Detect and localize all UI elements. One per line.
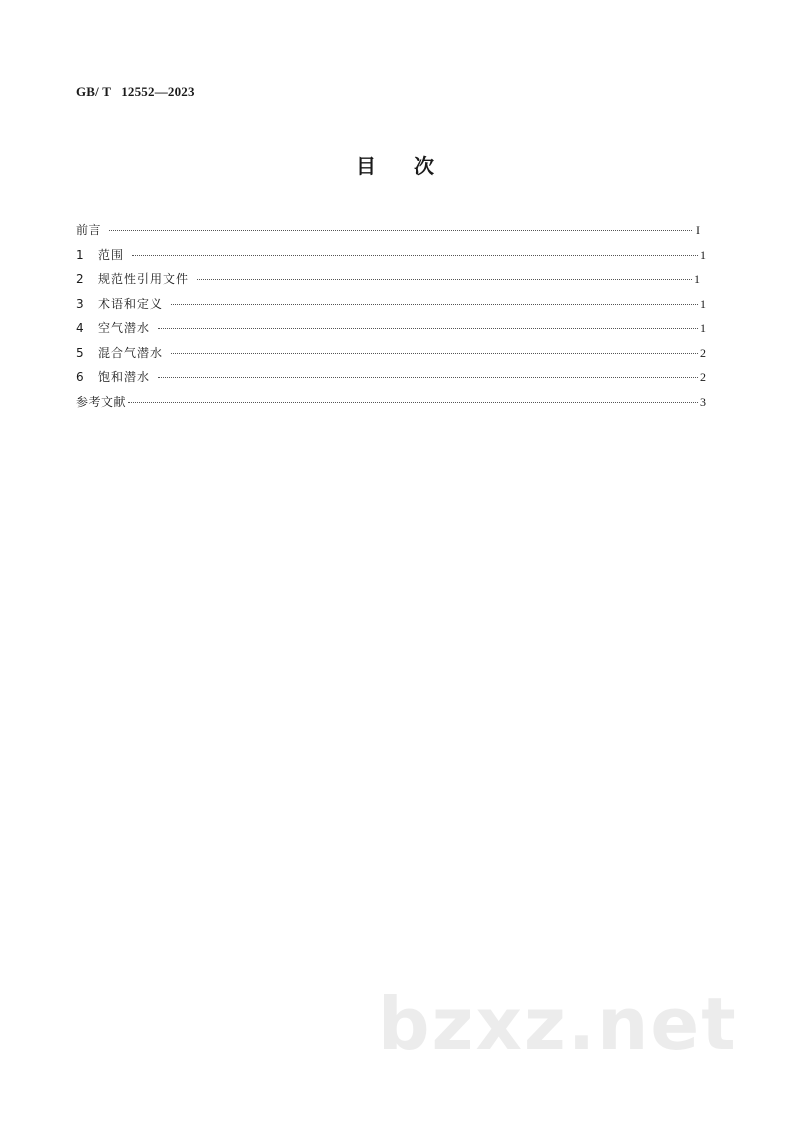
toc-entry-page: 1 (694, 272, 700, 286)
toc-entry-mixed-gas-diving[interactable] (76, 344, 706, 369)
toc-leader-dots (158, 328, 698, 329)
toc-leader-dots (171, 353, 698, 354)
watermark: bzxz.net (378, 982, 738, 1066)
toc-entry-label: 前言 (76, 223, 102, 237)
toc-entry-number: 2 (76, 272, 84, 286)
toc-leader-dots (109, 230, 692, 231)
toc-entry-page: I (696, 223, 700, 237)
toc-entry-page: 1 (700, 321, 706, 335)
toc-entry-label: 规范性引用文件 (98, 272, 190, 286)
toc-entry-label: 混合气潜水 (98, 345, 164, 360)
toc-entry-label: 范围 (98, 247, 125, 262)
toc-entry-saturation-diving[interactable] (76, 368, 706, 393)
toc-entry-page: 1 (700, 296, 706, 311)
toc-entry-number: 3 (76, 296, 84, 311)
toc-entry-label: 空气潜水 (98, 321, 151, 335)
toc-entry-number: 4 (76, 321, 84, 335)
toc-entry-foreword[interactable] (76, 221, 706, 246)
toc-entry-normative-references[interactable] (76, 270, 706, 295)
toc-entry-terms-definitions[interactable] (76, 295, 706, 320)
toc-leader-dots (132, 255, 698, 256)
toc-entry-bibliography[interactable] (76, 393, 706, 418)
toc-entry-page: 3 (700, 394, 706, 409)
toc-entry-page: 2 (700, 345, 706, 360)
toc-leader-dots (171, 304, 698, 305)
toc-entry-air-diving[interactable] (76, 319, 706, 344)
toc-entry-label: 饱和潜水 (98, 370, 151, 384)
toc-leader-dots (128, 402, 698, 403)
toc-entry-label: 参考文献 (76, 394, 127, 409)
toc-entry-number: 1 (76, 247, 84, 262)
table-of-contents (76, 221, 706, 417)
toc-entry-number: 6 (76, 370, 84, 384)
toc-entry-label: 术语和定义 (98, 296, 164, 311)
standard-code: GB/ T 12552—2023 (76, 84, 195, 99)
toc-title: 目次 (356, 154, 472, 178)
toc-entry-page: 1 (700, 247, 706, 262)
toc-entry-scope[interactable] (76, 246, 706, 271)
toc-entry-number: 5 (76, 345, 84, 360)
toc-leader-dots (197, 279, 692, 280)
toc-entry-page: 2 (700, 370, 706, 384)
toc-leader-dots (158, 377, 698, 378)
